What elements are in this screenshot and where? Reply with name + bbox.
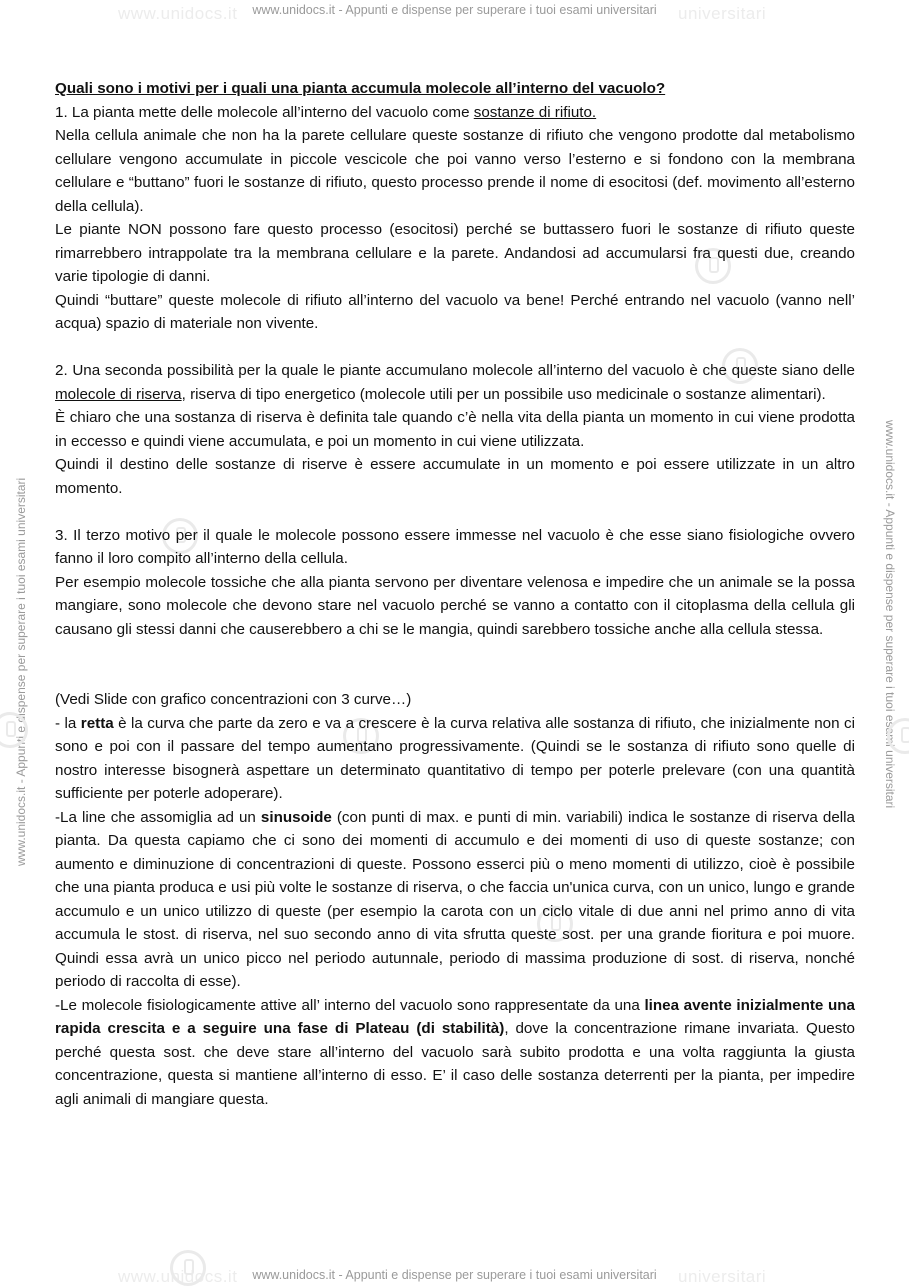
paragraph: Quindi il destino delle sostanze di riserve è essere accumulate in un momento e poi essere utilizzate in un altro momento. — [55, 456, 855, 497]
slide-note: (Vedi Slide con grafico concentrazioni con 3 curve…) — [55, 691, 412, 708]
spacer — [55, 641, 855, 688]
point-2-text-end: , riserva di tipo energetico (molecole utili per un possibile uso medicinale o sostanze alimentari). — [181, 385, 826, 403]
bullet-text: -La line che assomiglia ad un — [55, 808, 261, 826]
paragraph: Nella cellula animale che non ha la parete cellulare queste sostanze di rifiuto che vengono prodotte dal metabolismo cellulare vengono accumulate in piccole vescicole che poi vanno verso l’esterno e si fondono con la membrana cellulare e “buttano” fuori le sostanze di rifiuto, questo processo prende il nome di esocitosi (def. movimento all’esterno della cellula). — [55, 127, 855, 215]
page-title: Quali sono i motivi per i quali una pianta accumula molecole all’interno del vacuolo? — [55, 80, 666, 97]
bullet-plateau — [55, 994, 855, 1112]
left-side-watermark: www.unidocs.it - Appunti e dispense per superare i tuoi esami universitari — [14, 477, 28, 866]
paragraph: È chiaro che una sostanza di riserva è definita tale quando c’è nella vita della pianta un momento in cui viene prodotta in eccesso e quindi viene accumulata, e poi un momento in cui viene utilizzata. — [55, 409, 855, 450]
point-2-underlined: molecole di riserva — [55, 385, 182, 403]
bullet-text: è la curva che parte da zero e va a crescere è la curva relativa alle sostanza di rifiuto, che inizialmente non ci sono e poi con il passare del tempo aumentano progressivamente. (Quindi se le sostanza di rifiuto sono quelle di nostro interesse bisognerà aspettare un determinato quantitativo di tempo per poterle prelevare (con una quantità sufficiente per poterle adoperare). — [55, 714, 855, 802]
bullet-retta — [55, 712, 855, 806]
paragraph: Le piante NON possono fare questo processo (esocitosi) perché se buttassero fuori le sostanze di rifiuto queste rimarrebbero intrappolate tra la membrana cellulare e la parete. Andandosi ad accumularsi fra questi due, creando varie tipologie di danni. — [55, 221, 855, 285]
ghost-watermark-bottom-left: www.unidocs.it — [118, 1267, 238, 1286]
ghost-watermark-top-right: universitari — [678, 4, 767, 23]
unidocs-logo-icon — [170, 1250, 206, 1286]
header-watermark: www.unidocs.it - Appunti e dispense per superare i tuoi esami universitari — [252, 3, 657, 17]
point-3-intro: 3. Il terzo motivo per il quale le molecole possono essere immesse nel vacuolo è che esse siano fisiologiche ovvero fanno il loro compito all’interno della cellula. — [55, 526, 855, 567]
point-1-intro — [55, 101, 855, 125]
spacer — [55, 336, 855, 360]
bullet-bold: retta — [80, 714, 114, 732]
bullet-bold: sinusoide — [260, 808, 332, 826]
spacer — [55, 500, 855, 524]
point-2-text: 2. Una seconda possibilità per la quale le piante accumulano molecole all’interno del vacuolo è che queste siano delle — [55, 362, 855, 379]
ghost-watermark-bottom-right: universitari — [678, 1267, 767, 1286]
bullet-sinusoide — [55, 806, 855, 994]
footer-watermark: www.unidocs.it - Appunti e dispense per superare i tuoi esami universitari — [252, 1268, 657, 1282]
paragraph: Quindi “buttare” queste molecole di rifiuto all’interno del vacuolo va bene! Perché entrando nel vacuolo (vanno nell’ acqua) spazio di materiale non vivente. — [55, 291, 855, 332]
bullet-text: , dove la concentrazione rimane invariata. Questo perché questa sost. che deve stare all’interno del vacuolo sarà subito prodotta e una volta raggiunta la giusta concentrazione, questa si mantiene all’interno di esso. E’ il caso delle sostanza deterrenti per la pianta, per impedire agli animali di mangiare questa. — [55, 1020, 855, 1108]
bullet-text: -Le molecole fisiologicamente attive all’ interno del vacuolo sono rappresentate da una — [55, 996, 645, 1014]
paragraph: Per esempio molecole tossiche che alla pianta servono per diventare velenosa e impedire che un animale se la possa mangiare, sono molecole che devono stare nel vacuolo perché se vanno a contatto con il citoplasma della cellula gli causano gli stessi danni che causerebbero a chi se le mangia, quindi sarebbero tossiche anche alla cellula stessa. — [55, 573, 855, 638]
right-side-watermark: www.unidocs.it - Appunti e dispense per superare i tuoi esami universitari — [883, 420, 897, 809]
point-2-intro — [55, 359, 855, 406]
bullet-bold: linea avente inizialmente una rapida crescita e a seguire una fase di Plateau (di stabilità) — [55, 996, 855, 1037]
point-1-underlined: sostanze di rifiuto. — [473, 103, 597, 121]
bullet-text: - la — [55, 714, 81, 732]
bullet-text: (con punti di max. e punti di min. variabili) indica le sostanze di riserva della pianta. Da questa capiamo che ci sono dei momenti di accumulo e dei momenti di uso di queste sostanze; con aumento e diminuzione di concentrazioni di queste. Possono esserci più o meno momenti di utilizzo, cioè è possibile che una pianta produca e usi più volte le sostanze di riserva, o che faccia un'unica curva, con un unico, lungo e grande accumulo e un unico utilizzo di queste (per esempio la carota con un ciclo vitale di due anni nel primo anno di vita accumula le stost. di riserva, nel suo secondo anno di vita sfrutta queste sost. per una grande fioritura e poi muore. Quindi essa avrà un unico picco nel periodo autunnale, periodo di massima produzione di sost. di riserva, nonché periodo di raccolta di esse). — [55, 808, 855, 990]
point-1-text: 1. La pianta mette delle molecole all’interno del vacuolo come — [55, 103, 474, 121]
ghost-watermark-top-left: www.unidocs.it — [118, 4, 238, 23]
document-body — [55, 77, 855, 1111]
